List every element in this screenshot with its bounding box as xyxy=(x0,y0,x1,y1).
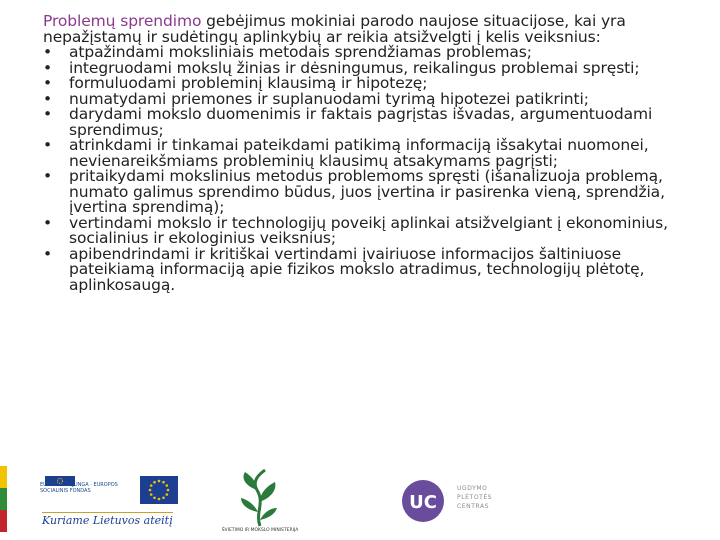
list-item-text: integruodami mokslų žinias ir dėsningumus, reikalingus problemai spręsti; xyxy=(69,58,640,77)
list-item-text: apibendrindami ir kritiškai vertindami įvairiuose informacijos šaltiniuose pateikiamą informaciją apie fizikos mokslo atradimus, technologijų plėtotę, aplinkosaugą. xyxy=(69,244,645,294)
bullet-dot: • xyxy=(43,105,53,123)
list-item-text: vertindami mokslo ir technologijų poveikį aplinkai atsižvelgiant į ekonominius, socialinius ir ekologinius veiksnius; xyxy=(69,213,668,247)
upc-text xyxy=(457,484,492,511)
svg-text:UC: UC xyxy=(409,492,437,513)
list-item xyxy=(43,169,683,216)
list-item-text: formuluodami probleminį klausimą ir hipotezę; xyxy=(69,74,428,92)
upc-line-2: PLĖTOTĖS xyxy=(457,494,493,501)
intro-highlight: Problemų sprendimo xyxy=(43,12,202,30)
bullet-list xyxy=(43,45,683,293)
eu-slogan: Kuriame Lietuvos ateitį xyxy=(42,514,173,527)
list-item-text: darydami mokslo duomenimis ir faktais pagrįstas išvadas, argumentuodami sprendimus; xyxy=(69,105,653,139)
upc-line-3: CENTRAS xyxy=(457,503,490,510)
ministry-caption: ŠVIETIMO IR MOKSLO MINISTERIJA xyxy=(221,528,299,533)
intro-text: gebėjimus mokiniai parodo naujose situacijose, kai yra nepažįstamų ir sudėtingų aplinkybių ar reikia atsižvelgti į kelis veiksnius: xyxy=(43,12,626,46)
bullet-dot: • xyxy=(43,213,53,232)
list-item-text: atpažindami moksliniais metodais sprendžiamas problemas; xyxy=(69,43,532,61)
list-item xyxy=(43,138,683,169)
upc-logo xyxy=(395,478,505,524)
bullet-dot: • xyxy=(43,43,53,61)
slide-content xyxy=(43,14,683,293)
bullet-dot: • xyxy=(43,244,53,263)
bullet-dot: • xyxy=(43,89,53,108)
sprout-icon xyxy=(205,468,315,528)
eu-funding-logo xyxy=(40,476,180,528)
bullet-dot: • xyxy=(43,136,53,154)
list-item-text: pritaikydami mokslinius metodus problemoms spręsti (išanalizuoja problemą, numato galimus sprendimo būdus, juos įvertina ir pasirenka vieną, sprendžia, įvertina sprendimą); xyxy=(69,167,665,216)
eu-flag-icon xyxy=(140,476,178,504)
list-item xyxy=(43,244,683,294)
intro-paragraph xyxy=(43,14,683,45)
list-item-text: atrinkdami ir tinkamai pateikdami patikimą informaciją išsakytai nuomonei, nevienareikšmiams probleminių klausimų atsakymams pagrįsti; xyxy=(69,136,649,170)
list-item xyxy=(43,213,683,247)
bullet-dot: • xyxy=(43,74,53,92)
footer-logos xyxy=(0,466,720,540)
upc-emblem-icon xyxy=(395,478,451,524)
bullet-dot: • xyxy=(43,58,53,77)
eu-topline-text: EUROPOS SĄJUNGA · EUROPOS SOCIALINIS FONDAS xyxy=(40,482,118,494)
list-item-text: numatydami priemones ir suplanuodami tyrimą hipotezei patikrinti; xyxy=(69,89,589,108)
upc-line-1: UGDYMO xyxy=(457,485,488,492)
bullet-dot: • xyxy=(43,167,53,185)
ministry-logo xyxy=(205,468,315,538)
list-item xyxy=(43,107,683,138)
